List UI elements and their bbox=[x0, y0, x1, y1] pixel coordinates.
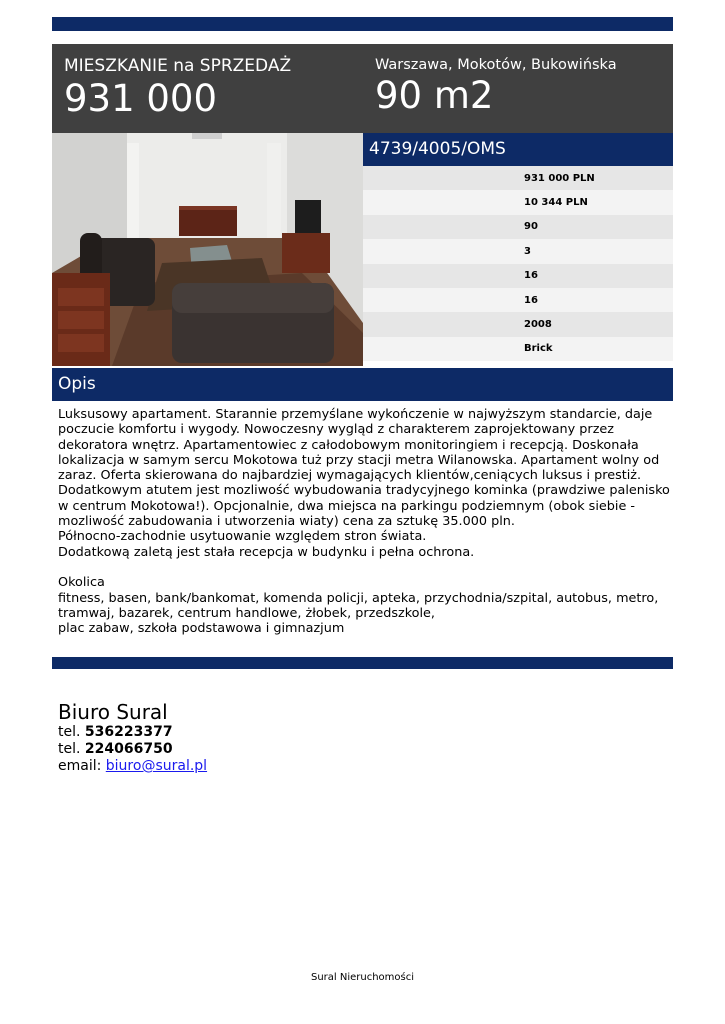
detail-value: 931 000 PLN bbox=[524, 172, 595, 184]
description-paragraph: Północno-zachodnie usytuowanie względem stron świata. bbox=[58, 529, 427, 545]
listing-location: Warszawa, Mokotów, Bukowińska bbox=[375, 57, 617, 73]
phone-number: 536223377 bbox=[84, 724, 173, 740]
spacer bbox=[58, 560, 670, 575]
description-heading: Opis bbox=[52, 368, 673, 401]
listing-area: 90 m2 bbox=[375, 74, 494, 117]
phone-line bbox=[58, 724, 207, 741]
surroundings-heading: Okolica bbox=[58, 575, 105, 591]
detail-value: 10 344 PLN bbox=[524, 197, 588, 209]
surroundings-line: fitness, basen, bank/bankomat, komenda policji, apteka, przychodnia/szpital, autobus, metro, tramwaj, bazarek, centrum handlowe, żłobek, przedszkole, bbox=[58, 590, 659, 621]
details-table bbox=[363, 166, 673, 361]
detail-value: 3 bbox=[524, 245, 531, 257]
detail-value: 16 bbox=[524, 270, 538, 282]
listing-header bbox=[52, 44, 673, 133]
detail-row-year bbox=[363, 312, 673, 336]
detail-row-price-per-m2 bbox=[363, 190, 673, 214]
detail-row-area bbox=[363, 215, 673, 239]
footer-text: Sural Nieruchomości bbox=[310, 972, 415, 983]
email-line bbox=[58, 758, 207, 775]
detail-row-floor bbox=[363, 264, 673, 288]
detail-row-floors-total bbox=[363, 288, 673, 312]
description-text bbox=[58, 407, 670, 636]
contact-block bbox=[58, 700, 207, 775]
apartment-photo bbox=[52, 133, 363, 366]
detail-value: Brick bbox=[524, 343, 553, 355]
reference-number: 4739/4005/OMS bbox=[363, 133, 673, 166]
description-paragraph: Luksusowy apartament. Starannie przemyślane wykończenie w najwyższym standarcie, daje poczucie komfortu i wygody. Nowoczesny wygląd z charakterem zaprojektowany przez dekoratora wnętrz. Apartamentowiec z całodobowym monitoringiem i recepcją. Doskonała lokalizacja w samym sercu Mokotowa tuż przy stacji metra Wilanowska. Apartament wolny od zaraz. Oferta skierowana do najbardziej wymagających klientów,ceniących luksus i prestiż. Dodatkowym atutem jest mozliwość wybudowania tradycyjnego kominka (prawdziwe palenisko w centrum Mokotowa!). Opcjonalnie, dwa miejsca na parkingu podziemnym (obok siebie - mozliwość zabudowania i utworzenia wiaty) cena za sztukę 35.000 pln. bbox=[58, 407, 670, 530]
living-room-image bbox=[52, 133, 363, 366]
header-left bbox=[64, 56, 291, 120]
listing-type: MIESZKANIE na SPRZEDAŻ bbox=[64, 56, 292, 76]
detail-value: 2008 bbox=[524, 319, 552, 331]
listing-price: 931 000 bbox=[64, 77, 218, 120]
detail-row-material bbox=[363, 337, 673, 361]
top-accent-bar bbox=[52, 17, 673, 31]
detail-value: 16 bbox=[524, 294, 538, 306]
email-label: email: bbox=[58, 758, 102, 774]
phone-line bbox=[58, 741, 207, 758]
header-right bbox=[375, 56, 617, 117]
email-link[interactable]: biuro@sural.pl bbox=[105, 758, 208, 774]
phone-number: 224066750 bbox=[84, 741, 173, 757]
detail-row-rooms bbox=[363, 239, 673, 263]
detail-value: 90 bbox=[524, 221, 538, 233]
agency-name: Biuro Sural bbox=[58, 700, 168, 724]
detail-row-price bbox=[363, 166, 673, 190]
phone-label: tel. bbox=[58, 741, 81, 757]
description-paragraph: Dodatkową zaletą jest stała recepcja w budynku i pełna ochrona. bbox=[58, 544, 475, 560]
bottom-accent-bar bbox=[52, 657, 673, 669]
surroundings-line: plac zabaw, szkoła podstawowa i gimnazjum bbox=[58, 621, 345, 637]
phone-label: tel. bbox=[58, 724, 81, 740]
